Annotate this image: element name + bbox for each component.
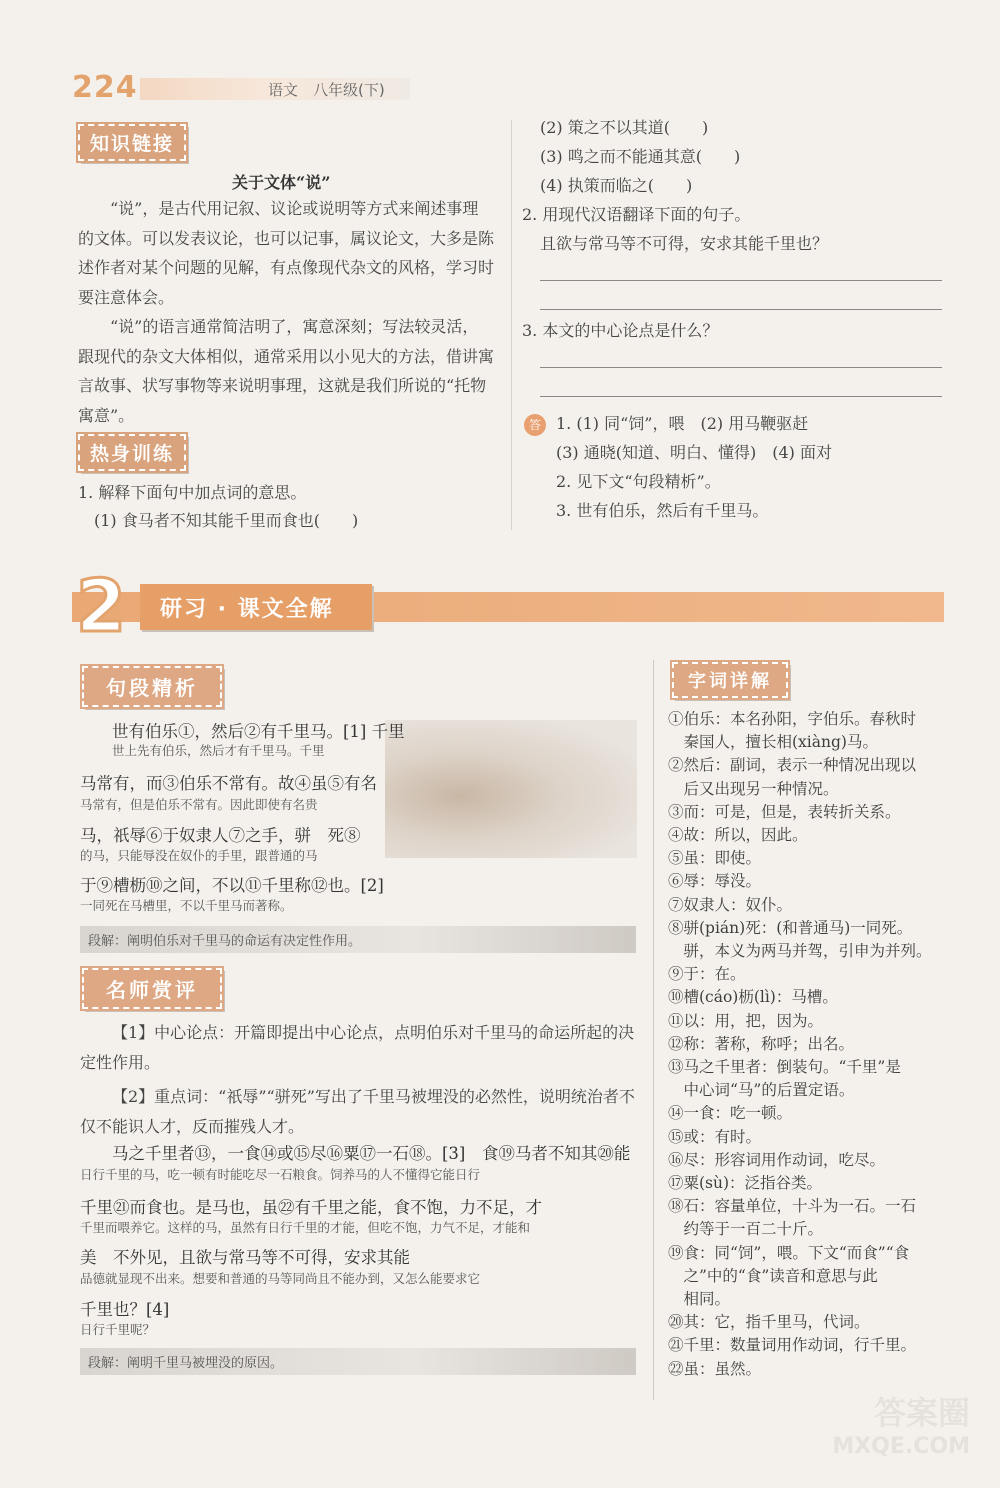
- word-detail-item: 约等于一百二十斤。: [668, 1220, 824, 1239]
- translation-line: 马常有，但是伯乐不常有。因此即使有名贵: [80, 797, 318, 812]
- question-3: 3. 本文的中心论点是什么？: [522, 321, 719, 340]
- question-1-item-4: (4) 执策而临之( ): [540, 176, 693, 195]
- knowledge-paragraph-2: “说”的语言通常简洁明了，寓意深刻；写法较灵活，跟现代的杂文大体相似，通常采用以小见大的方法，借讲寓言故事、状写事物等来说明事理，这就是我们所说的“托物寓意”。: [78, 317, 495, 425]
- watermark-line: MXQE.COM: [832, 1434, 970, 1459]
- paragraph-summary: 段解：阐明伯乐对千里马的命运有决定性作用。: [80, 926, 636, 953]
- word-detail-item: ⑱石：容量单位，十斗为一石。一石: [668, 1197, 917, 1216]
- word-detail-item: 后又出现另一种情况。: [668, 779, 839, 798]
- word-details-list: [668, 708, 950, 1381]
- question-2: 2. 用现代汉语翻译下面的句子。: [522, 205, 751, 224]
- word-detail-item: ③而：可是，但是，表转折关系。: [668, 802, 901, 821]
- section-number: 2: [76, 564, 127, 648]
- answer-line: [540, 280, 942, 281]
- word-detail-item: ①伯乐：本名孙阳，字伯乐。春秋时: [668, 710, 917, 728]
- column-divider: [653, 660, 654, 1400]
- translation-line: 一同死在马槽里，不以千里马而著称。: [80, 898, 293, 913]
- word-detail-item: 骈，本义为两马并驾，引申为并列。: [668, 942, 932, 961]
- word-detail-item: ⑯尽：形容词用作动词，吃尽。: [668, 1150, 886, 1169]
- translation-line: 的马，只能辱没在奴仆的手里，跟普通的马: [80, 848, 318, 863]
- header-subject: 语文 八年级(下): [268, 81, 385, 99]
- word-detail-item: ⑮或：有时。: [668, 1127, 762, 1146]
- answer-line: [540, 367, 942, 368]
- word-detail-item: ⑫称：著称，称呼；出名。: [668, 1034, 855, 1053]
- word-detail-item: ⑲食：同“饲”，喂。下文“而食”“食: [668, 1243, 910, 1262]
- word-detail-item: ⑰粟(sù)：泛指谷类。: [668, 1174, 823, 1193]
- watermark-line: 答案圈: [873, 1394, 970, 1432]
- paragraph-summary: 段解：阐明千里马被埋没的原因。: [80, 1348, 636, 1375]
- word-detail-item: ⑭一食：吃一顿。: [668, 1104, 793, 1123]
- original-line: 千里也？[4]: [80, 1300, 170, 1319]
- teacher-comment-tag: 名师赏评: [82, 968, 222, 1009]
- word-detail-item: 秦国人，擅长相(xiàng)马。: [668, 733, 878, 752]
- word-detail-item: ㉑千里：数量词用作动词，行千里。: [668, 1336, 917, 1355]
- word-detail-item: 相同。: [668, 1290, 731, 1309]
- original-line: 千里㉑而食也。是马也，虽㉒有千里之能，食不饱，力不足，才: [80, 1198, 542, 1217]
- answer-3: 3. 世有伯乐，然后有千里马。: [556, 501, 769, 520]
- word-detail-item: ⑳其：它，指千里马，代词。: [668, 1313, 870, 1332]
- original-line: 马常有，而③伯乐不常有。故④虽⑤有名: [80, 774, 377, 793]
- question-1-item-1: (1) 食马者不知其能千里而食也( ): [94, 511, 359, 530]
- word-detail-item: ②然后：副词，表示一种情况出现以: [668, 756, 917, 775]
- word-detail-item: ⑪以：用，把，因为。: [668, 1011, 824, 1030]
- word-detail-item: 中心词“马”的后置定语。: [668, 1081, 855, 1100]
- analysis-tag: 句段精析: [82, 666, 222, 707]
- warmup-tag: 热身训练: [78, 434, 186, 471]
- answer-line: [540, 309, 942, 310]
- question-1-item-3: (3) 鸣之而不能通其意( ): [540, 147, 741, 166]
- question-1: 1. 解释下面句中加点词的意思。: [78, 483, 307, 502]
- translation-line: 日行千里呢？: [80, 1322, 156, 1337]
- illustration-image: [385, 720, 637, 858]
- word-detail-item: ⑦奴隶人：奴仆。: [668, 895, 793, 914]
- word-detail-item: ㉒虽：虽然。: [668, 1359, 762, 1378]
- answer-line: [540, 396, 942, 397]
- section-title: 研习 · 课文全解: [160, 597, 334, 622]
- knowledge-title: 关于文体“说”: [232, 173, 331, 192]
- comment-1: 【1】中心论点：开篇即提出中心论点，点明伯乐对千里马的命运所起的决定性作用。: [80, 1023, 635, 1072]
- original-line: 美 不外见，且欲与常马等不可得，安求其能: [80, 1248, 410, 1267]
- watermark: [832, 1396, 970, 1464]
- original-line: 于⑨槽枥⑩之间，不以⑪千里称⑫也。[2]: [80, 876, 384, 895]
- answer-2: 2. 见下文“句段精析”。: [556, 472, 721, 491]
- word-detail-item: ⑩槽(cáo)枥(lì)：马槽。: [668, 988, 838, 1007]
- answer-1: 1. (1) 同“饲”，喂 (2) 用马鞭驱赶: [556, 414, 809, 433]
- column-divider-top: [511, 120, 512, 530]
- word-detail-item: ⑬马之千里者：倒装句。“千里”是: [668, 1058, 901, 1077]
- knowledge-paragraph-1: “说”，是古代用记叙、议论或说明等方式来阐述事理的文体。可以发表议论，也可以记事，属议论文，大多是陈述作者对某个问题的见解，有点像现代杂文的风格，学习时要注意体会。: [78, 199, 495, 307]
- translation-line: 品德就显现不出来。想要和普通的马等同尚且不能办到，又怎么能要求它: [80, 1271, 481, 1286]
- question-1-item-2: (2) 策之不以其道( ): [540, 118, 709, 137]
- word-detail-item: ④故：所以，因此。: [668, 826, 808, 845]
- word-detail-item: ⑤虽：即使。: [668, 849, 762, 868]
- translation-line: 世上先有伯乐，然后才有千里马。千里: [112, 743, 325, 758]
- original-line: 世有伯乐①，然后②有千里马。[1] 千里: [112, 722, 405, 741]
- answer-icon: 答: [524, 414, 546, 436]
- original-line: 马，祇辱⑥于奴隶人⑦之手，骈 死⑧: [80, 826, 361, 845]
- word-detail-item: ⑨于：在。: [668, 965, 746, 984]
- answer-1-continued: (3) 通晓(知道、明白、懂得) (4) 面对: [556, 443, 832, 462]
- translation-line: 千里而喂养它。这样的马，虽然有日行千里的才能，但吃不饱，力气不足，才能和: [80, 1220, 531, 1235]
- page-number: 224: [72, 70, 138, 105]
- word-detail-item: 之”中的“食”读音和意思与此: [668, 1266, 878, 1285]
- comment-2: 【2】重点词：“祇辱”“骈死”写出了千里马被埋没的必然性，说明统治者不仅不能识人才，反而摧残人才。: [80, 1087, 635, 1136]
- word-detail-item: ⑧骈(pián)死：(和普通马)一同死。: [668, 918, 913, 937]
- original-line: 马之千里者⑬，一食⑭或⑮尽⑯粟⑰一石⑱。[3] 食⑲马者不知其⑳能: [112, 1144, 631, 1163]
- word-detail-item: ⑥辱：辱没。: [668, 872, 762, 891]
- word-details-tag: 字词详解: [672, 662, 788, 698]
- question-2-sentence: 且欲与常马等不可得，安求其能千里也？: [540, 234, 829, 253]
- translation-line: 日行千里的马，吃一顿有时能吃尽一石粮食。饲养马的人不懂得它能日行: [80, 1167, 481, 1182]
- knowledge-link-tag: 知识链接: [78, 124, 186, 161]
